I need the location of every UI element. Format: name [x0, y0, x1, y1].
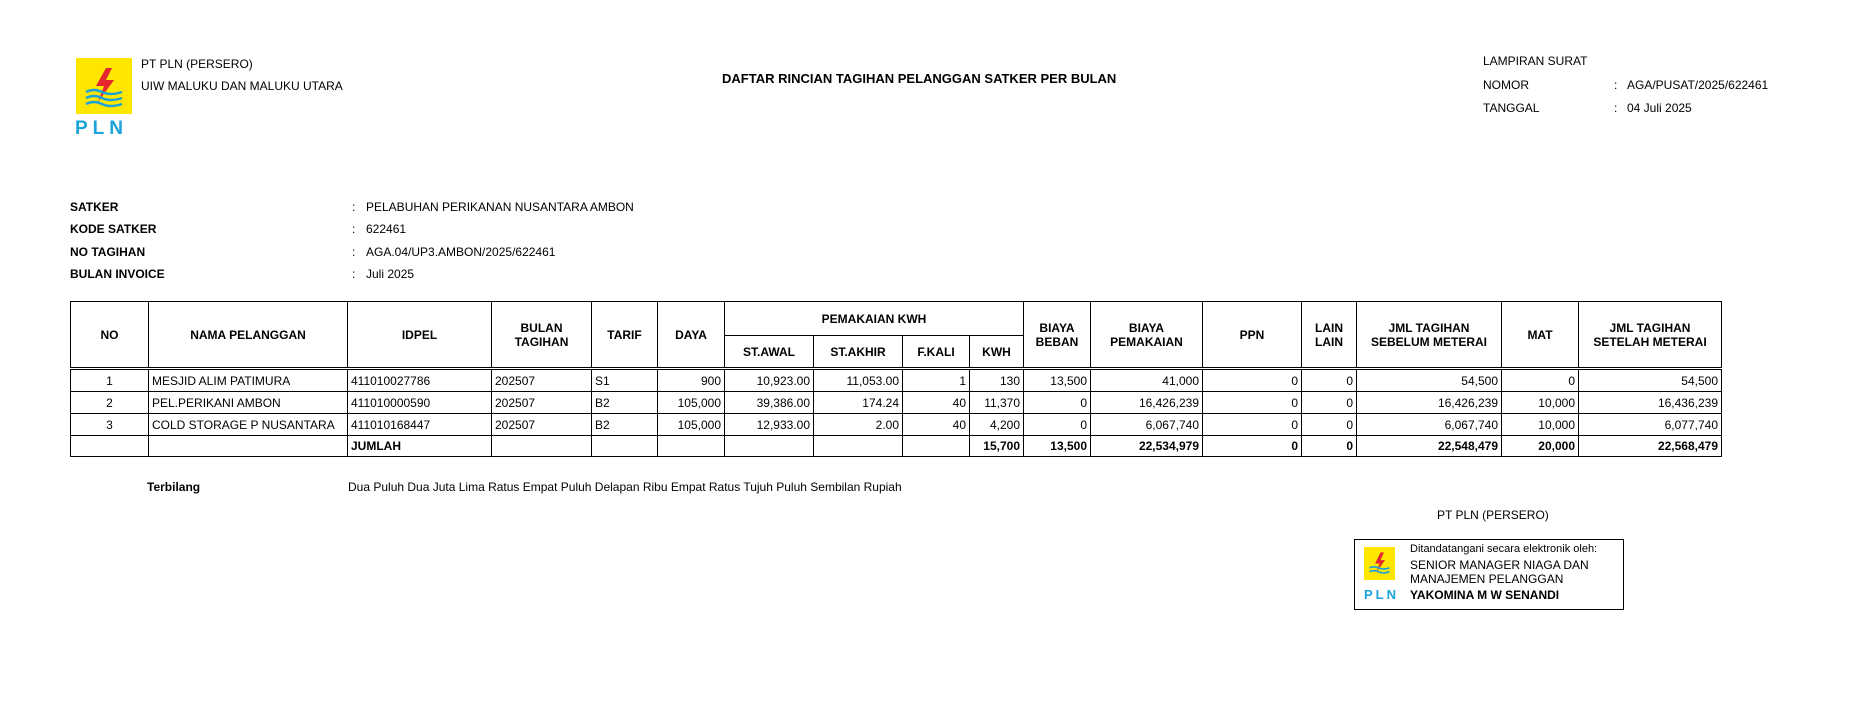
cell-idpel: 411010168447 [348, 414, 492, 436]
cell-jml-sebelum: 6,067,740 [1357, 414, 1502, 436]
header-f-kali: F.KALI [903, 336, 970, 369]
terbilang-label: Terbilang [147, 480, 201, 494]
header-lain-lain: LAIN LAIN [1302, 302, 1357, 369]
satker-colon: : [352, 200, 356, 214]
header-jml-setelah-meterai: JML TAGIHAN SETELAH METERAI [1579, 302, 1722, 369]
total-empty-cell [725, 436, 814, 457]
total-biaya-pemakaian: 22,534,979 [1091, 436, 1203, 457]
cell-idpel: 411010027786 [348, 369, 492, 392]
nomor-label: NOMOR [1483, 78, 1529, 92]
cell-no: 3 [71, 414, 149, 436]
tanggal-value: 04 Juli 2025 [1627, 101, 1692, 115]
header-ppn: PPN [1203, 302, 1302, 369]
no-tagihan-value: AGA.04/UP3.AMBON/2025/622461 [366, 245, 556, 259]
satker-label: SATKER [70, 200, 119, 214]
cell-mat: 0 [1502, 369, 1579, 392]
cell-st-akhir: 2.00 [814, 414, 903, 436]
terbilang-value: Dua Puluh Dua Juta Lima Ratus Empat Puluh Delapan Ribu Empat Ratus Tujuh Puluh Sembilan Rupiah [348, 480, 902, 494]
header-bulan-tagihan: BULAN TAGIHAN [492, 302, 592, 369]
pln-logo-text: PLN [75, 118, 128, 139]
cell-tarif: S1 [592, 369, 658, 392]
cell-jml-setelah: 16,436,239 [1579, 392, 1722, 414]
cell-tarif: B2 [592, 392, 658, 414]
table-row [71, 369, 1722, 392]
cell-tarif: B2 [592, 414, 658, 436]
unit-name: UIW MALUKU DAN MALUKU UTARA [141, 79, 343, 93]
cell-biaya-beban: 0 [1024, 414, 1091, 436]
cell-kwh: 130 [970, 369, 1024, 392]
header-tarif: TARIF [592, 302, 658, 369]
total-empty-cell [592, 436, 658, 457]
cell-st-awal: 12,933.00 [725, 414, 814, 436]
signature-pln-text: PLN [1364, 587, 1399, 602]
total-empty-cell [492, 436, 592, 457]
tanggal-label: TANGGAL [1483, 101, 1540, 115]
total-empty-cell [814, 436, 903, 457]
signature-pln-logo [1364, 547, 1395, 580]
table-row [71, 392, 1722, 414]
bulan-invoice-colon: : [352, 267, 356, 281]
bulan-invoice-label: BULAN INVOICE [70, 267, 165, 281]
bulan-invoice-value: Juli 2025 [366, 267, 415, 281]
header-no: NO [71, 302, 149, 369]
header-pemakaian-kwh: PEMAKAIAN KWH [725, 302, 1024, 336]
total-empty-cell [903, 436, 970, 457]
document-title: DAFTAR RINCIAN TAGIHAN PELANGGAN SATKER PER BULAN [722, 71, 1117, 86]
cell-idpel: 411010000590 [348, 392, 492, 414]
cell-daya: 105,000 [658, 392, 725, 414]
cell-ppn: 0 [1203, 414, 1302, 436]
header-idpel: IDPEL [348, 302, 492, 369]
cell-st-akhir: 11,053.00 [814, 369, 903, 392]
header-biaya-beban: BIAYA BEBAN [1024, 302, 1091, 369]
cell-st-awal: 10,923.00 [725, 369, 814, 392]
no-tagihan-label: NO TAGIHAN [70, 245, 146, 259]
cell-bulan: 202507 [492, 392, 592, 414]
header-biaya-pemakaian: BIAYA PEMAKAIAN [1091, 302, 1203, 369]
company-name: PT PLN (PERSERO) [141, 57, 253, 71]
signer-name: YAKOMINA M W SENANDI [1410, 588, 1560, 602]
cell-biaya-beban: 13,500 [1024, 369, 1091, 392]
cell-jml-setelah: 6,077,740 [1579, 414, 1722, 436]
cell-ppn: 0 [1203, 369, 1302, 392]
cell-ppn: 0 [1203, 392, 1302, 414]
satker-value: PELABUHAN PERIKANAN NUSANTARA AMBON [366, 200, 634, 214]
no-tagihan-colon: : [352, 245, 356, 259]
total-empty-cell [71, 436, 149, 457]
total-jml-sebelum: 22,548,479 [1357, 436, 1502, 457]
cell-biaya-pemakaian: 16,426,239 [1091, 392, 1203, 414]
cell-bulan: 202507 [492, 369, 592, 392]
total-jml-setelah: 22,568,479 [1579, 436, 1722, 457]
cell-bulan: 202507 [492, 414, 592, 436]
total-row [71, 436, 1722, 457]
header-kwh: KWH [970, 336, 1024, 369]
lightning-icon [76, 58, 132, 114]
total-biaya-beban: 13,500 [1024, 436, 1091, 457]
cell-biaya-pemakaian: 6,067,740 [1091, 414, 1203, 436]
cell-daya: 900 [658, 369, 725, 392]
cell-st-awal: 39,386.00 [725, 392, 814, 414]
lightning-icon [1364, 547, 1395, 580]
nomor-colon: : [1614, 78, 1618, 92]
total-label: JUMLAH [348, 436, 492, 457]
total-kwh: 15,700 [970, 436, 1024, 457]
cell-mat: 10,000 [1502, 392, 1579, 414]
signed-electronically-text: Ditandatangani secara elektronik oleh: [1410, 543, 1598, 555]
signature-company: PT PLN (PERSERO) [1437, 508, 1549, 522]
cell-daya: 105,000 [658, 414, 725, 436]
kode-satker-value: 622461 [366, 222, 407, 236]
e-signature-box [1354, 539, 1624, 610]
cell-lain: 0 [1302, 392, 1357, 414]
total-empty-cell [149, 436, 348, 457]
kode-satker-label: KODE SATKER [70, 222, 157, 236]
nomor-value: AGA/PUSAT/2025/622461 [1627, 78, 1769, 92]
header-mat: MAT [1502, 302, 1579, 369]
signer-position-line2: MANAJEMEN PELANGGAN [1410, 572, 1564, 586]
cell-f-kali: 1 [903, 369, 970, 392]
signer-position-line1: SENIOR MANAGER NIAGA DAN [1410, 558, 1589, 572]
kode-satker-colon: : [352, 222, 356, 236]
total-empty-cell [658, 436, 725, 457]
cell-f-kali: 40 [903, 392, 970, 414]
tanggal-colon: : [1614, 101, 1618, 115]
cell-nama: PEL.PERIKANI AMBON [149, 392, 348, 414]
pln-logo [76, 58, 132, 114]
total-ppn: 0 [1203, 436, 1302, 457]
cell-nama: MESJID ALIM PATIMURA [149, 369, 348, 392]
cell-no: 2 [71, 392, 149, 414]
total-mat: 20,000 [1502, 436, 1579, 457]
billing-table [70, 301, 1722, 457]
cell-biaya-pemakaian: 41,000 [1091, 369, 1203, 392]
header-st-awal: ST.AWAL [725, 336, 814, 369]
cell-biaya-beban: 0 [1024, 392, 1091, 414]
cell-nama: COLD STORAGE P NUSANTARA [149, 414, 348, 436]
cell-lain: 0 [1302, 369, 1357, 392]
cell-jml-setelah: 54,500 [1579, 369, 1722, 392]
cell-f-kali: 40 [903, 414, 970, 436]
cell-no: 1 [71, 369, 149, 392]
cell-kwh: 11,370 [970, 392, 1024, 414]
cell-st-akhir: 174.24 [814, 392, 903, 414]
header-st-akhir: ST.AKHIR [814, 336, 903, 369]
cell-jml-sebelum: 16,426,239 [1357, 392, 1502, 414]
table-row [71, 414, 1722, 436]
total-lain: 0 [1302, 436, 1357, 457]
header-jml-sebelum-meterai: JML TAGIHAN SEBELUM METERAI [1357, 302, 1502, 369]
header-nama-pelanggan: NAMA PELANGGAN [149, 302, 348, 369]
cell-jml-sebelum: 54,500 [1357, 369, 1502, 392]
cell-kwh: 4,200 [970, 414, 1024, 436]
cell-lain: 0 [1302, 414, 1357, 436]
lampiran-label: LAMPIRAN SURAT [1483, 54, 1588, 68]
header-daya: DAYA [658, 302, 725, 369]
cell-mat: 10,000 [1502, 414, 1579, 436]
